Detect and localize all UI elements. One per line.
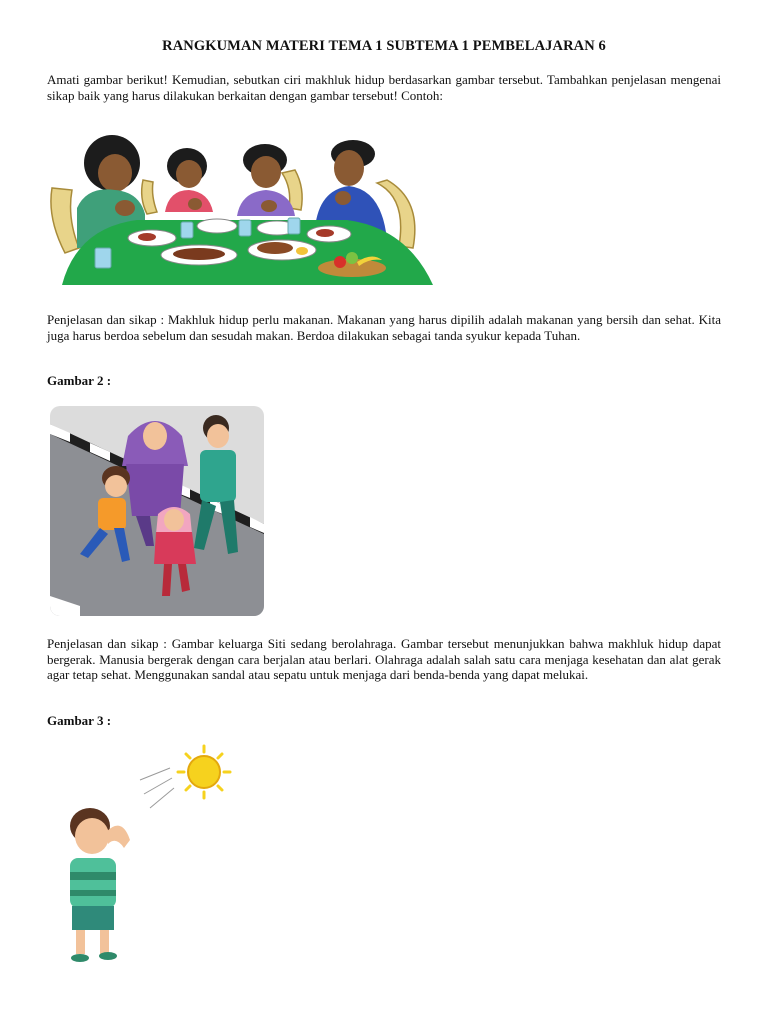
intro-paragraph: Amati gambar berikut! Kemudian, sebutkan ciri makhluk hidup berdasarkan gambar tersebut. Tambahkan penjelasan mengenai sikap baik yang harus dilakukan berkaitan dengan gambar tersebut! Contoh: [47,72,721,103]
sun-icon [178,746,230,798]
explanation-1-paragraph: Penjelasan dan sikap : Makhluk hidup perlu makanan. Makanan yang harus dipilih adalah makanan yang bersih dan sehat. Kita juga harus berdoa sebelum dan sesudah makan. Berdoa dilakukan sebagai tanda syukur kepada Tuhan. [47,312,721,343]
heading-gambar-2: Gambar 2 : [47,373,112,388]
explanation-2-paragraph: Penjelasan dan sikap : Gambar keluarga Siti sedang berolahraga. Gambar tersebut menunjukkan bahwa makhluk hidup dapat bergerak. Manusia bergerak dengan cara berjalan atau berlari. Olahraga adalah salah satu cara menjaga kesehatan dan alat gerak agar tetap sehat. Menggunakan sandal atau sepatu untuk menjaga dari benda-benda yang dapat melukai. [47,636,721,682]
boy-under-sun-illustration [52,744,242,972]
family-praying-illustration [47,128,435,288]
family-walking-illustration [50,406,264,616]
document-title: RANGKUMAN MATERI TEMA 1 SUBTEMA 1 PEMBELAJARAN 6 [162,38,606,54]
heading-gambar-3: Gambar 3 : [47,713,112,728]
